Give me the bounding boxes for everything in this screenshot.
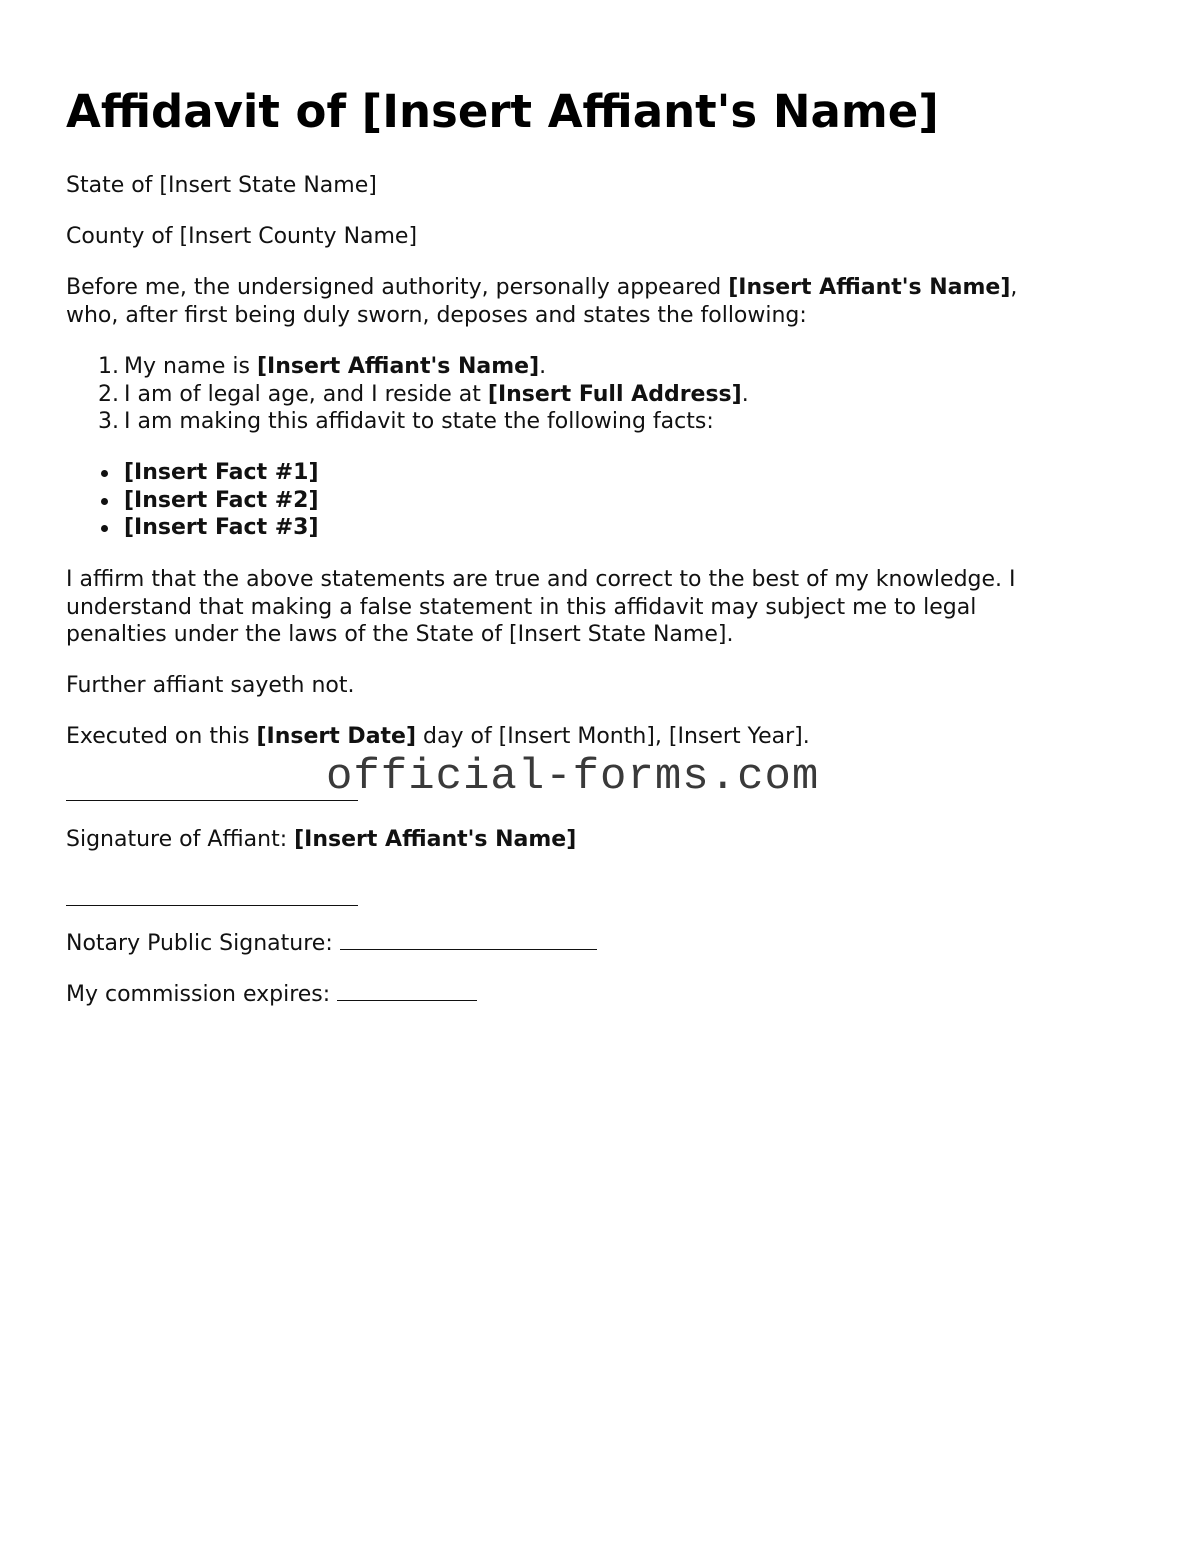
state-line: State of [Insert State Name] xyxy=(66,173,377,198)
bullet-icon xyxy=(101,498,108,505)
signature-label: Signature of Affiant: xyxy=(66,827,295,852)
watermark-text: official-forms.com xyxy=(326,752,820,802)
item-text: My name is xyxy=(124,354,257,379)
intro-comma: , xyxy=(1010,275,1018,300)
document-title: Affidavit of [Insert Affiant's Name] xyxy=(66,85,939,138)
numbered-item-2 xyxy=(98,381,749,409)
item-number: 1. xyxy=(98,354,119,379)
item-text: I am making this affidavit to state the following facts: xyxy=(124,409,714,434)
county-line: County of [Insert County Name] xyxy=(66,224,418,249)
item-tail: . xyxy=(539,354,547,379)
bullet-icon xyxy=(101,525,108,532)
numbered-item-1 xyxy=(98,353,547,381)
affirmation-line-3: penalties under the laws of the State of [Insert State Name]. xyxy=(66,622,734,647)
affirmation-line-2: understand that making a false statement in this affidavit may subject me to legal xyxy=(66,594,977,620)
item-bold-text: [Insert Full Address] xyxy=(487,381,742,407)
bullet-icon xyxy=(101,470,108,477)
further-statement: Further affiant sayeth not. xyxy=(66,673,355,698)
executed-line xyxy=(66,723,810,751)
item-tail: . xyxy=(741,381,749,407)
affiant-signature-line[interactable] xyxy=(66,800,358,801)
notary-signature-line[interactable] xyxy=(66,905,358,906)
fact-item-2: [Insert Fact #2] xyxy=(124,487,319,513)
item-bold-text: [Insert Affiant's Name] xyxy=(256,354,540,379)
notary-signature-blank[interactable] xyxy=(340,929,597,950)
executed-text: Executed on this xyxy=(66,724,257,749)
item-text: I am of legal age, and I reside at xyxy=(124,381,488,407)
fact-item-1: [Insert Fact #1] xyxy=(124,460,319,485)
numbered-item-3 xyxy=(98,408,714,436)
notary-line xyxy=(66,929,597,958)
intro-affiant-name: [Insert Affiant's Name] xyxy=(728,275,1011,300)
item-number: 2. xyxy=(98,381,119,407)
notary-label: Notary Public Signature: xyxy=(66,931,340,956)
executed-tail: day of [Insert Month], [Insert Year]. xyxy=(416,724,810,749)
affirmation-line-1: I affirm that the above statements are true and correct to the best of my knowledge. I xyxy=(66,567,1016,592)
intro-paragraph-line-1 xyxy=(66,274,1017,302)
fact-item-3: [Insert Fact #3] xyxy=(124,515,319,540)
executed-date: [Insert Date] xyxy=(256,724,417,749)
intro-text: Before me, the undersigned authority, personally appeared xyxy=(66,275,729,300)
commission-label: My commission expires: xyxy=(66,982,338,1007)
item-number: 3. xyxy=(98,409,119,434)
intro-paragraph-line-2: who, after first being duly sworn, deposes and states the following: xyxy=(66,302,807,328)
commission-line xyxy=(66,980,477,1009)
signature-affiant-line xyxy=(66,826,576,854)
signature-affiant-name: [Insert Affiant's Name] xyxy=(294,827,577,852)
commission-expiry-blank[interactable] xyxy=(337,980,477,1001)
